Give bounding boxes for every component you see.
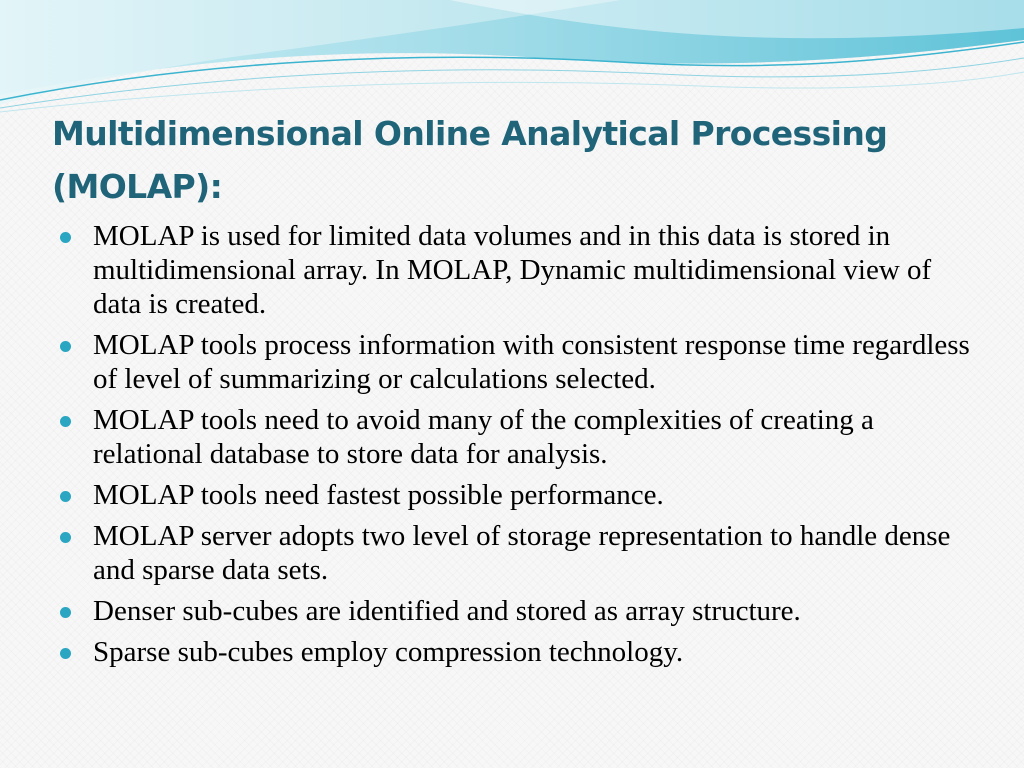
header-wave-decoration xyxy=(0,0,1024,120)
bullet-dot-icon xyxy=(60,341,71,352)
bullet-text: Denser sub-cubes are identified and stored as array structure. xyxy=(93,595,801,627)
list-item xyxy=(60,328,970,396)
bullet-text: MOLAP server adopts two level of storage representation to handle dense and sparse data sets. xyxy=(93,520,951,586)
list-item xyxy=(60,219,970,321)
bullet-text: MOLAP is used for limited data volumes and in this data is stored in multidimensional array. In MOLAP, Dynamic multidimensional view of data is created. xyxy=(93,220,932,320)
bullet-dot-icon xyxy=(60,532,71,543)
list-item xyxy=(60,635,970,669)
bullet-dot-icon xyxy=(60,416,71,427)
bullet-dot-icon xyxy=(60,232,71,243)
bullet-text: MOLAP tools process information with consistent response time regardless of level of summarizing or calculations selected. xyxy=(93,329,970,395)
list-item xyxy=(60,594,970,628)
bullet-text: MOLAP tools need fastest possible performance. xyxy=(93,479,664,511)
bullet-list xyxy=(60,219,970,676)
slide-title: Multidimensional Online Analytical Processing (MOLAP): xyxy=(52,114,888,206)
bullet-text: MOLAP tools need to avoid many of the complexities of creating a relational database to store data for analysis. xyxy=(93,404,874,470)
bullet-dot-icon xyxy=(60,648,71,659)
bullet-dot-icon xyxy=(60,491,71,502)
list-item xyxy=(60,403,970,471)
list-item xyxy=(60,478,970,512)
bullet-dot-icon xyxy=(60,607,71,618)
bullet-text: Sparse sub-cubes employ compression technology. xyxy=(93,636,684,668)
list-item xyxy=(60,519,970,587)
